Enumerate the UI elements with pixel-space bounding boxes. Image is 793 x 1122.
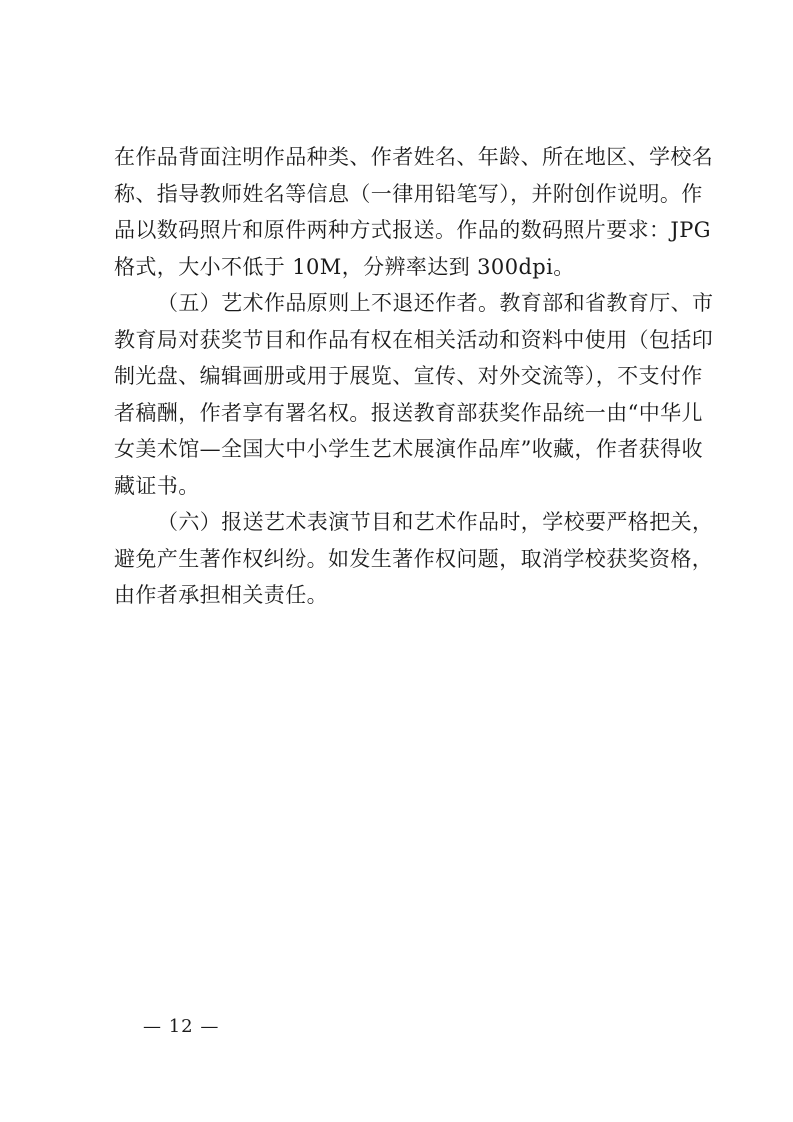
- text-line: 教育局对获奖节目和作品有权在相关活动和资料中使用（包括印: [114, 327, 714, 352]
- text-line: 藏证书。: [114, 473, 200, 498]
- paragraph-6-copyright: [114, 504, 714, 614]
- text-line: （五）艺术作品原则上不退还作者。教育部和省教育厅、市: [157, 291, 714, 315]
- text-line: 者稿酬，作者享有署名权。报送教育部获奖作品统一由“中华儿: [114, 400, 703, 425]
- text-line: 格式，大小不低于 10M，分辨率达到 300dpi。: [114, 254, 575, 279]
- text-line: （六）报送艺术表演节目和艺术作品时，学校要严格把关，: [157, 510, 714, 534]
- text-line: 在作品背面注明作品种类、作者姓名、年龄、所在地区、学校名: [114, 145, 714, 169]
- text-line: 女美术馆—全国大中小学生艺术展演作品库”收藏，作者获得收: [114, 437, 703, 461]
- text-line: 制光盘、编辑画册或用于展览、宣传、对外交流等），不支付作: [114, 364, 703, 388]
- text-line: 由作者承担相关责任。: [114, 583, 328, 607]
- paragraph-1: [114, 139, 714, 285]
- text-line: 称、指导教师姓名等信息（一律用铅笔写），并附创作说明。作: [114, 181, 703, 206]
- text-line: 避免产生著作权纠纷。如发生著作权问题，取消学校获奖资格，: [114, 546, 714, 571]
- paragraph-5-artwork-return: [114, 285, 714, 504]
- page-number: — 12 —: [143, 1016, 220, 1037]
- document-body: [114, 139, 714, 614]
- text-line: 品以数码照片和原件两种方式报送。作品的数码照片要求：JPG: [114, 218, 711, 242]
